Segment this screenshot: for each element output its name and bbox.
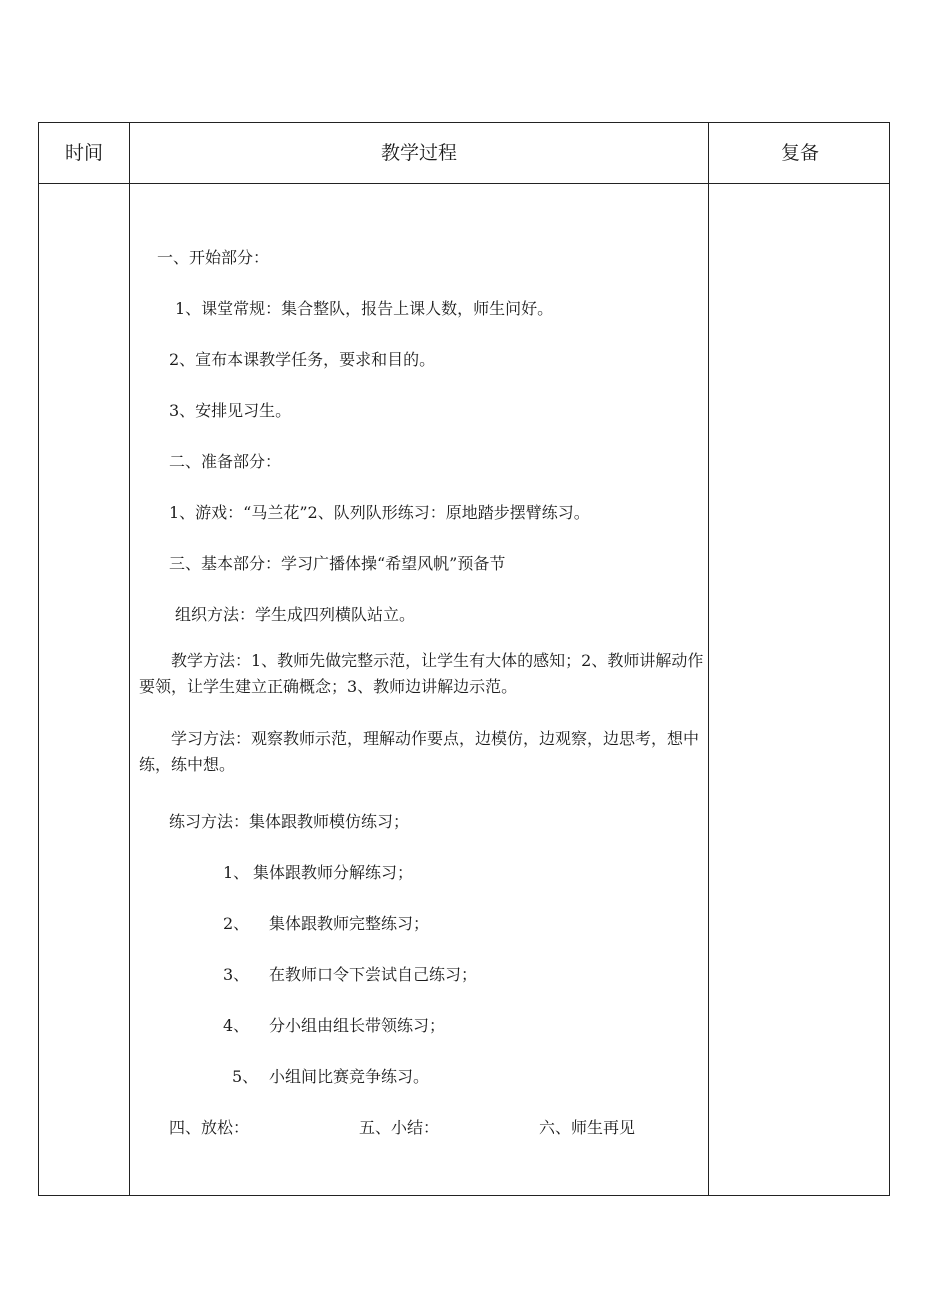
practice-item-text: 集体跟教师分解练习； — [253, 863, 414, 882]
relax-section: 四、放松： — [169, 1118, 250, 1137]
practice-item-number: 1、 — [223, 863, 250, 882]
summary-section: 五、小结： — [359, 1118, 440, 1137]
column-divider-1 — [129, 123, 130, 1195]
header-process: 教学过程 — [380, 142, 457, 164]
farewell-section: 六、师生再见 — [539, 1118, 636, 1137]
practice-item-text: 在教师口令下尝试自己练习； — [269, 965, 478, 984]
organization-method: 组织方法：学生成四列横队站立。 — [175, 605, 416, 624]
part2-item-1: 1、游戏：“马兰花”2、队列队形练习：原地踏步摆臂练习。 — [169, 503, 590, 522]
practice-item-number: 3、 — [223, 965, 250, 984]
practice-item-text: 分小组由组长带领练习； — [269, 1016, 446, 1035]
practice-item-number: 4、 — [223, 1016, 250, 1035]
practice-item-number: 2、 — [223, 914, 250, 933]
practice-item-number: 5、 — [232, 1067, 259, 1086]
part1-item-1: 1、课堂常规：集合整队，报告上课人数，师生问好。 — [175, 299, 554, 318]
part1-title: 一、开始部分： — [157, 248, 270, 267]
header-time: 时间 — [64, 142, 103, 164]
practice-item-text: 小组间比赛竞争练习。 — [269, 1067, 430, 1086]
practice-item-text: 集体跟教师完整练习； — [269, 914, 430, 933]
column-divider-2 — [708, 123, 709, 1195]
part1-item-3: 3、安排见习生。 — [169, 401, 292, 420]
practice-method-title: 练习方法：集体跟教师模仿练习； — [169, 812, 410, 831]
teaching-method: 教学方法：1、教师先做完整示范，让学生有大体的感知；2、教师讲解动作要领，让学生建立正确概念；3、教师边讲解边示范。 — [139, 651, 704, 696]
part2-title: 二、准备部分： — [169, 452, 282, 471]
header-review: 复备 — [780, 142, 819, 164]
part3-title: 三、基本部分：学习广播体操“希望风帆”预备节 — [169, 554, 506, 573]
lesson-plan-table — [38, 122, 890, 1196]
learning-method: 学习方法：观察教师示范，理解动作要点，边模仿，边观察，边思考，想中练，练中想。 — [139, 729, 700, 774]
part1-item-2: 2、宣布本课教学任务，要求和目的。 — [169, 350, 436, 369]
header-divider — [39, 183, 889, 184]
